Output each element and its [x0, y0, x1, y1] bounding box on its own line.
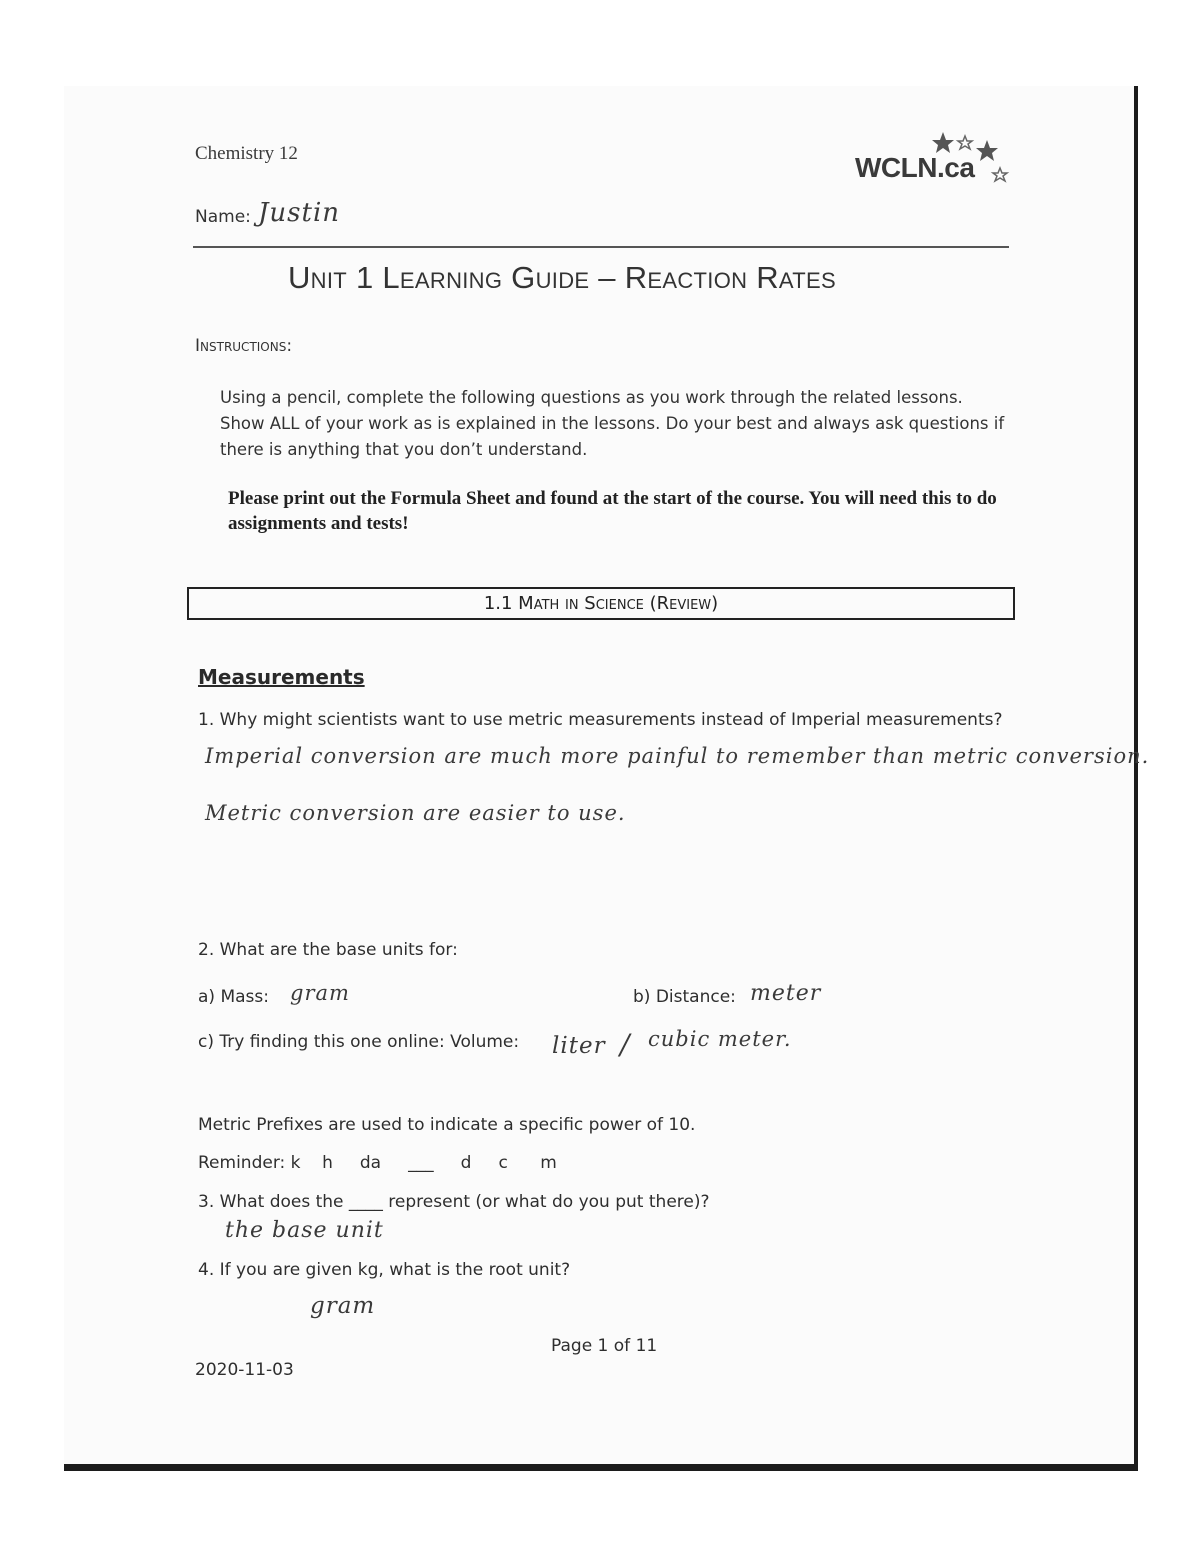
question-1: 1. Why might scientists want to use metric measurements instead of Imperial measurements? — [198, 710, 1003, 730]
answer-3: the base unit — [225, 1218, 384, 1243]
wcln-logo — [855, 130, 1015, 190]
question-3: 3. What does the ____ represent (or what do you put there)? — [198, 1192, 710, 1212]
instructions-label: Instructions: — [195, 336, 293, 356]
measurements-heading: Measurements — [198, 665, 365, 689]
logo-text: WCLN.ca — [855, 152, 975, 183]
answer-2c-slash: / — [620, 1028, 631, 1061]
question-4: 4. If you are given kg, what is the root unit? — [198, 1260, 571, 1280]
section-title-box — [187, 587, 1015, 620]
prefix-reminder: Reminder: k h da ___ d c m — [198, 1153, 557, 1173]
page-title: Unit 1 Learning Guide – Reaction Rates — [288, 260, 836, 295]
question-2: 2. What are the base units for: — [198, 940, 458, 960]
prefix-note: Metric Prefixes are used to indicate a specific power of 10. — [198, 1115, 696, 1135]
section-title: 1.1 Math in Science (Review) — [483, 593, 719, 614]
formula-sheet-note: Please print out the Formula Sheet and found at the start of the course. You will need this to do assignments and tests! — [228, 488, 997, 534]
name-value-handwritten: Justin — [258, 198, 341, 228]
instructions-body: Using a pencil, complete the following questions as you work through the related lessons. Show ALL of your work as is explained in the lessons. Do your best and always ask questions if there is anything that you don’t understand. — [220, 388, 1005, 459]
question-2c-label: c) Try finding this one online: Volume: — [198, 1032, 520, 1052]
question-2a-label: a) Mass: — [198, 987, 269, 1007]
answer-1-line-1: Imperial conversion are much more painful to remember than metric conversion. — [205, 744, 1150, 768]
course-name: Chemistry 12 — [195, 143, 298, 164]
answer-2c-first: liter — [552, 1033, 606, 1059]
footer-date: 2020-11-03 — [195, 1360, 294, 1380]
name-label: Name: — [195, 207, 251, 227]
page-number: Page 1 of 11 — [551, 1336, 658, 1356]
answer-4: gram — [310, 1293, 376, 1319]
answer-2c-second: cubic meter. — [648, 1027, 792, 1051]
answer-2b: meter — [750, 981, 822, 1006]
answer-1-line-2: Metric conversion are easier to use. — [205, 801, 626, 825]
header-divider — [193, 246, 1009, 248]
answer-2a: gram — [290, 981, 350, 1005]
question-2b-label: b) Distance: — [633, 987, 736, 1007]
